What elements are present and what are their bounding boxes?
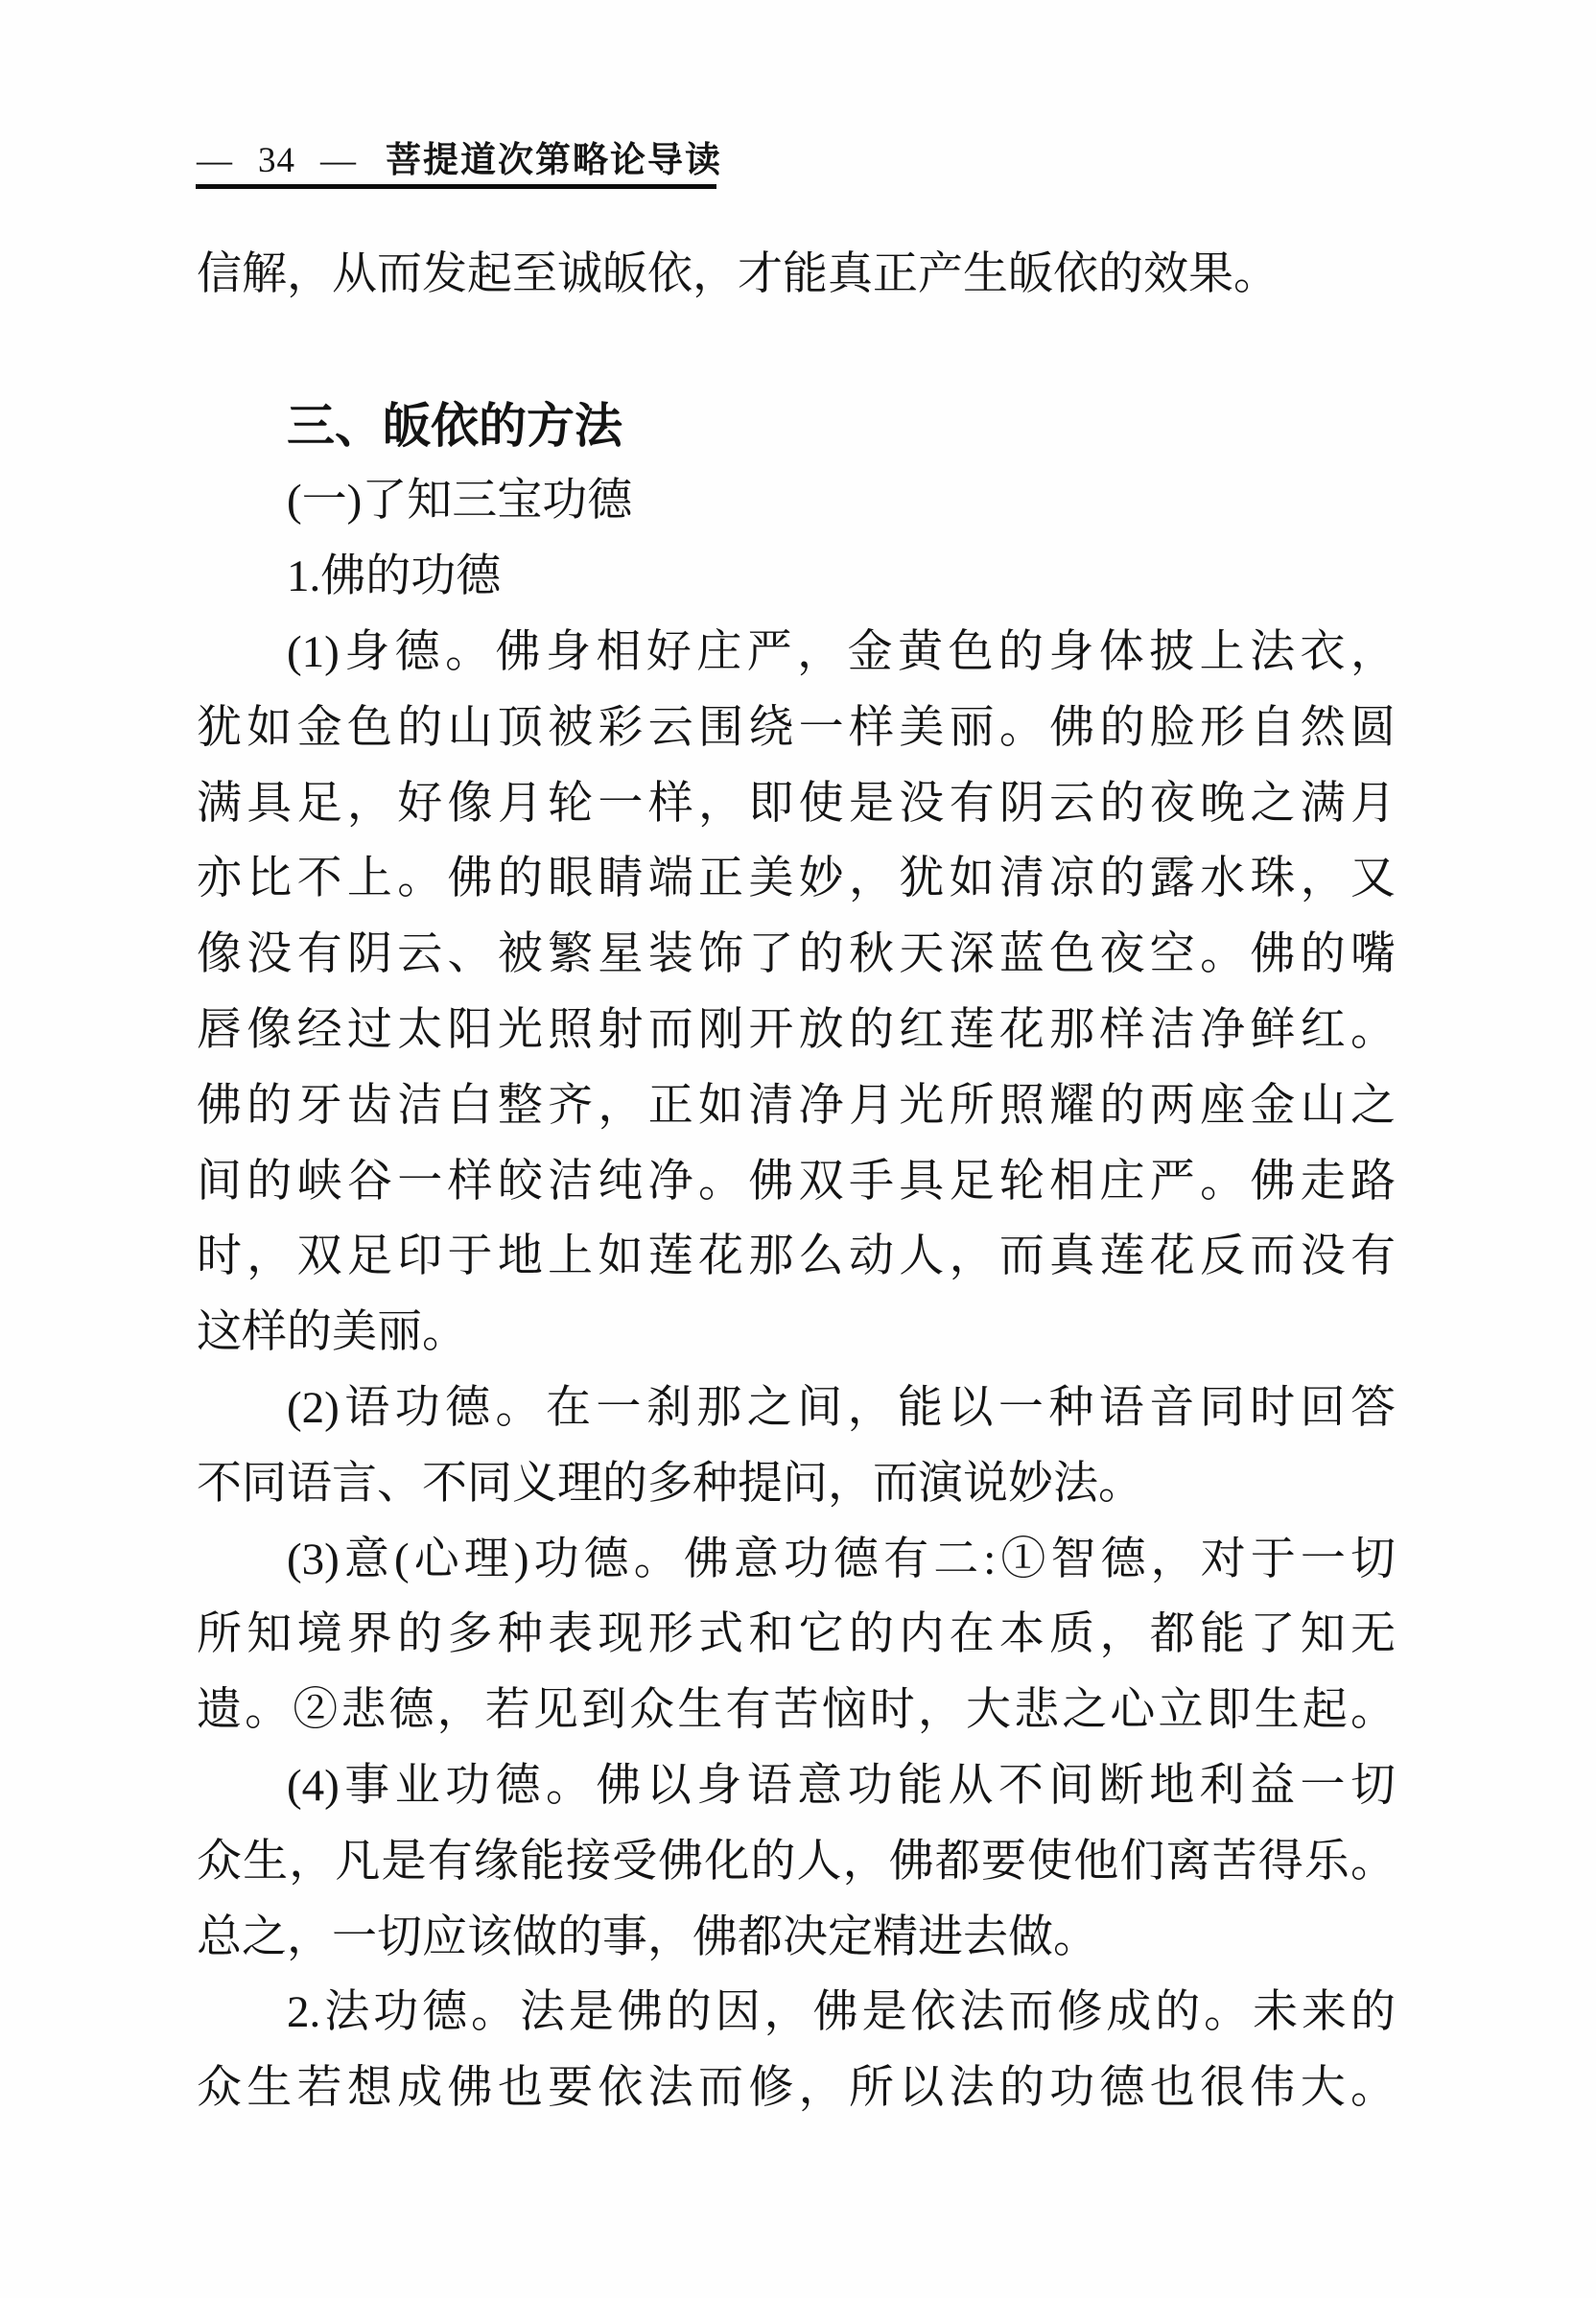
paragraph-line: 时，双足印于地上如莲花那么动人，而真莲花反而没有 — [197, 1231, 1396, 1281]
paragraph-line: 不同语言、不同义理的多种提问，而演说妙法。 — [197, 1459, 1143, 1509]
paragraph-line: 遗。②悲德，若见到众生有苦恼时，大悲之心立即生起。 — [197, 1685, 1396, 1735]
header-dash-left: — — [197, 141, 233, 180]
paragraph-line: (1)身德。佛身相好庄严，金黄色的身体披上法衣， — [287, 627, 1396, 677]
paragraph-line: 犹如金色的山顶被彩云围绕一样美丽。佛的脸形自然圆 — [197, 703, 1396, 753]
paragraph-line: 所知境界的多种表现形式和它的内在本质，都能了知无 — [197, 1609, 1396, 1659]
page-number: 34 — [258, 141, 295, 180]
paragraph-line: 2.法功德。法是佛的因，佛是依法而修成的。未来的 — [287, 1987, 1396, 2037]
running-head — [197, 140, 722, 182]
paragraph-line: 这样的美丽。 — [197, 1307, 467, 1357]
paragraph-line: 亦比不上。佛的眼睛端正美妙，犹如清凉的露水珠，又 — [197, 854, 1396, 903]
paragraph-line: 佛的牙齿洁白整齐，正如清净月光所照耀的两座金山之 — [197, 1081, 1396, 1131]
paragraph-line: (3)意(心理)功德。佛意功德有二:①智德，对于一切 — [287, 1535, 1396, 1584]
paragraph-line: 唇像经过太阳光照射而刚开放的红莲花那样洁净鲜红。 — [197, 1005, 1396, 1055]
paragraph-line: 满具足，好像月轮一样，即使是没有阴云的夜晚之满月 — [197, 779, 1396, 829]
paragraph-line: 信解，从而发起至诚皈依，才能真正产生皈依的效果。 — [197, 249, 1279, 299]
header-rule — [196, 184, 716, 189]
subsection-heading: 1.佛的功德 — [287, 551, 502, 601]
subsection-heading: (一)了知三宝功德 — [287, 476, 633, 526]
book-title: 菩提道次第略论导读 — [386, 141, 722, 180]
paragraph-line: (2)语功德。在一刹那之间，能以一种语音同时回答 — [287, 1383, 1396, 1433]
paragraph-line: (4)事业功德。佛以身语意功能从不间断地利益一切 — [287, 1761, 1396, 1811]
paragraph-line: 像没有阴云、被繁星装饰了的秋天深蓝色夜空。佛的嘴 — [197, 929, 1396, 979]
paragraph-line: 众生，凡是有缘能接受佛化的人，佛都要使他们离苦得乐。 — [197, 1837, 1396, 1887]
header-dash-right: — — [320, 141, 357, 180]
section-heading: 三、皈依的方法 — [287, 399, 622, 453]
paragraph-line: 众生若想成佛也要依法而修，所以法的功德也很伟大。 — [197, 2063, 1396, 2113]
paragraph-line: 总之，一切应该做的事，佛都决定精进去做。 — [197, 1912, 1098, 1962]
paragraph-line: 间的峡谷一样皎洁纯净。佛双手具足轮相庄严。佛走路 — [197, 1157, 1396, 1207]
